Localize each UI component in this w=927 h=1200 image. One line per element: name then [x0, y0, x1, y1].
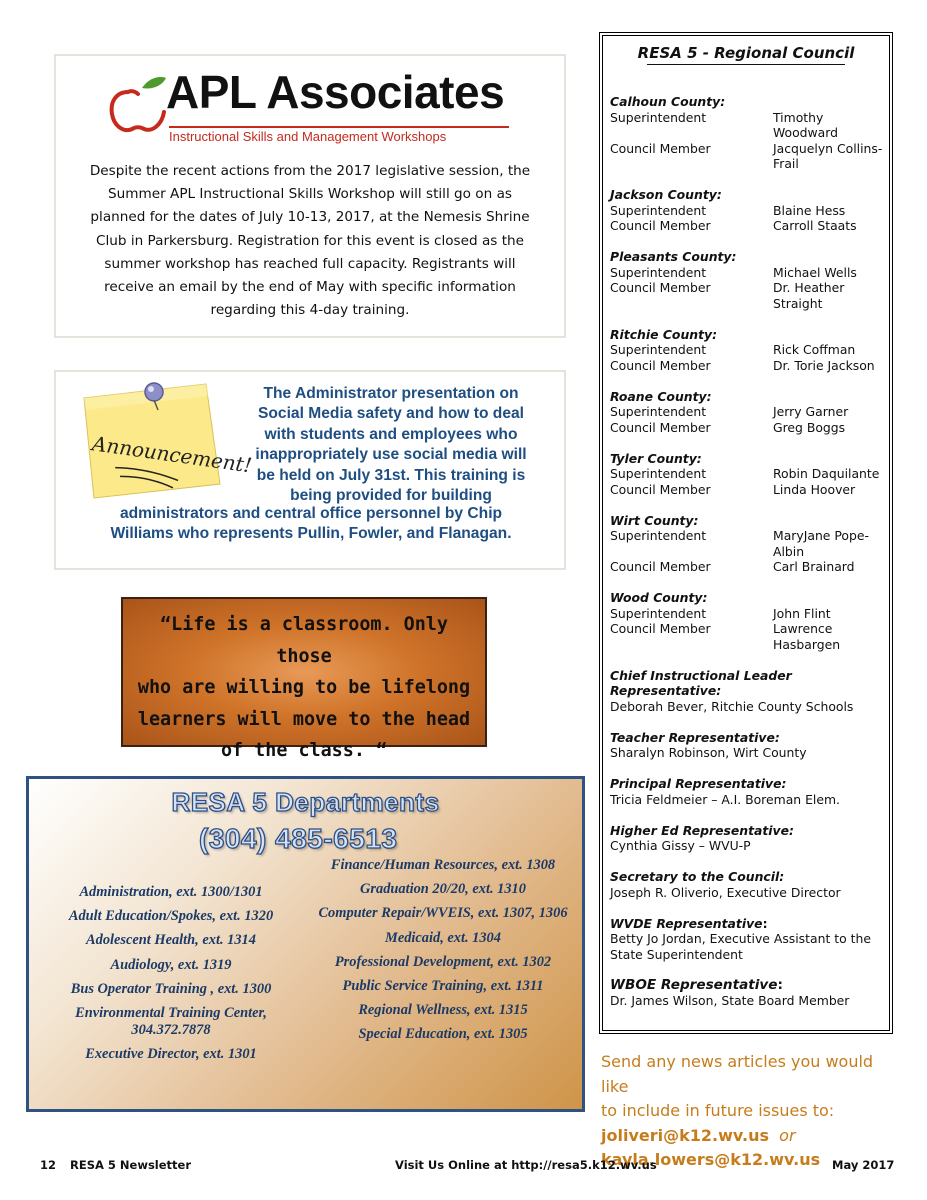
announcement-line: inappropriately use social media will — [255, 446, 527, 464]
representative-person: Dr. James Wilson, State Board Member — [610, 993, 850, 1008]
representative-block — [610, 823, 890, 854]
quote-line: who are willing to be lifelong — [137, 677, 471, 698]
council-title: RESA 5 - Regional Council — [637, 44, 855, 62]
representative-title: Principal Representative: — [610, 776, 787, 791]
quote-line: “Life is a classroom. Only those — [160, 614, 448, 667]
department-item: Finance/Human Resources, ext. 1308 — [330, 857, 556, 873]
council-person: Jacquelyn Collins-Frail — [773, 140, 883, 171]
council-person: Rick Coffman — [773, 342, 856, 357]
departments-phone: (304) 485-6513 — [199, 823, 398, 854]
departments-title: RESA 5 Departments — [171, 787, 440, 817]
council-person: Carroll Staats — [773, 218, 857, 233]
council-role: Superintendent — [610, 528, 707, 543]
announcement-line: be held on July 31st. This training is — [256, 466, 526, 484]
council-row — [610, 141, 890, 172]
apl-line: Despite the recent actions from the 2017 legislative session, the — [89, 163, 531, 179]
representative-block — [610, 978, 890, 1009]
announcement-line: The Administrator presentation on — [263, 385, 519, 402]
county-name: Wood County: — [610, 590, 708, 605]
email-link[interactable]: kayla.lowers@k12.wv.us — [601, 1150, 821, 1169]
representative-title: Secretary to the Council: — [610, 869, 785, 884]
council-person: Dr. Heather Straight — [773, 280, 845, 311]
council-row — [610, 218, 890, 234]
department-item: Regional Wellness, ext. 1315 — [358, 1002, 528, 1019]
announcement-line: Social Media safety and how to deal — [257, 405, 525, 423]
representative-title-text: WBOE Representative — [610, 976, 778, 993]
department-item: Public Service Training, ext. 1311 — [342, 977, 544, 994]
apl-line: Club in Parkersburg. Registration for this event is closed as the — [96, 232, 524, 249]
representative-person: Joseph R. Oliverio, Executive Director — [610, 884, 841, 900]
council-person: Jerry Garner — [773, 404, 849, 419]
newsletter-name: RESA 5 Newsletter — [70, 1158, 192, 1172]
county-block — [610, 513, 890, 575]
announcement-line: Williams who represents Pullin, Fowler, and Flanagan. — [110, 525, 512, 543]
council-row — [610, 482, 890, 498]
representative-person: Tricia Feldmeier – A.I. Boreman Elem. — [610, 791, 840, 807]
departments-box — [26, 776, 585, 1112]
page-footer — [0, 1158, 927, 1178]
council-person: MaryJane Pope-Albin — [773, 528, 869, 559]
news-or: or — [779, 1125, 796, 1145]
council-role: Council Member — [610, 481, 711, 497]
representative-title: Higher Ed Representative: — [610, 822, 794, 838]
council-row — [610, 265, 890, 281]
apl-line: receive an email by the end of May with specific information — [104, 279, 516, 296]
news-line: Send any news articles you would like — [601, 1052, 874, 1096]
department-item: Adult Education/Spokes, ext. 1320 — [68, 908, 274, 925]
council-person: Robin Daquilante — [773, 466, 880, 481]
council-row — [610, 621, 890, 652]
council-list — [610, 94, 890, 1024]
council-role: Council Member — [610, 621, 711, 636]
county-block — [610, 451, 890, 498]
council-role: Council Member — [610, 559, 711, 574]
representative-title-text: WVDE Representative — [610, 915, 763, 931]
representative-title: Teacher Representative: — [610, 729, 780, 745]
county-name: Ritchie County: — [610, 326, 718, 342]
quote-box — [121, 597, 487, 761]
representative-block — [610, 869, 890, 900]
apl-logo — [106, 62, 516, 148]
representative-block — [610, 776, 890, 807]
announcement-note-icon — [78, 380, 254, 502]
announcement-line: being provided for building — [290, 487, 492, 505]
council-row — [610, 280, 890, 311]
apl-logo-name: APL Associates — [166, 66, 505, 118]
apl-line: regarding this 4-day training. — [210, 302, 410, 319]
county-block — [610, 327, 890, 374]
representative-block — [610, 668, 890, 715]
county-name: Roane County: — [610, 388, 712, 404]
representative-person: Cynthia Gissy – WVU-P — [610, 838, 751, 853]
council-person: Blaine Hess — [773, 202, 846, 218]
council-row — [610, 606, 890, 622]
department-item: Audiology, ext. 1319 — [110, 956, 232, 973]
council-row — [610, 110, 890, 141]
announcement-text-bottom — [66, 504, 556, 545]
news-submission — [601, 1050, 901, 1173]
apl-logo-tagline: Instructional Skills and Management Workshops — [169, 126, 509, 144]
council-role: Council Member — [610, 140, 711, 156]
department-item: Professional Development, ext. 1302 — [334, 953, 552, 970]
council-row — [610, 358, 890, 374]
page-number: 12 — [40, 1158, 57, 1172]
council-person: Lawrence Hasbargen — [773, 621, 841, 652]
footer-date: May 2017 — [832, 1158, 895, 1172]
council-row — [610, 528, 890, 559]
county-block — [610, 389, 890, 436]
council-person: Michael Wells — [773, 264, 857, 280]
department-item: Environmental Training Center, 304.372.7878 — [75, 1004, 267, 1038]
representative-title: WVDE Representative: — [610, 915, 768, 931]
footer-left — [40, 1158, 191, 1172]
council-person: Dr. Torie Jackson — [773, 357, 875, 373]
departments-left-column — [35, 884, 307, 1070]
county-name: Pleasants County: — [610, 249, 737, 264]
council-row — [610, 559, 890, 575]
council-person: Timothy Woodward — [773, 109, 839, 140]
apl-workshop-box — [54, 54, 566, 338]
council-role: Superintendent — [610, 264, 707, 280]
representative-title: WBOE Representative: — [610, 976, 783, 993]
footer-website[interactable]: Visit Us Online at http://resa5.k12.wv.us — [395, 1158, 657, 1172]
representative-person: Sharalyn Robinson, Wirt County — [610, 745, 807, 760]
regional-council-box — [599, 32, 893, 1034]
representative-block — [610, 916, 890, 963]
announcement-note-label: Announcement! — [90, 431, 254, 478]
council-title-underline — [647, 64, 845, 65]
council-person: John Flint — [773, 605, 831, 621]
county-block — [610, 590, 890, 652]
apl-line: Summer APL Instructional Skills Workshop will still go on as — [108, 186, 512, 203]
council-role: Council Member — [610, 357, 711, 373]
representative-person: Betty Jo Jordan, Executive Assistant to the State Superintendent — [610, 931, 871, 962]
council-row — [610, 203, 890, 219]
department-item: Administration, ext. 1300/1301 — [79, 884, 263, 900]
apl-description — [68, 160, 552, 322]
news-email-row — [601, 1124, 901, 1149]
county-name: Calhoun County: — [610, 94, 726, 109]
apl-line: planned for the dates of July 10-13, 2017, at the Nemesis Shrine — [90, 209, 530, 226]
department-item: Special Education, ext. 1305 — [358, 1026, 528, 1043]
council-role: Superintendent — [610, 342, 707, 357]
council-role: Council Member — [610, 218, 711, 233]
council-row — [610, 466, 890, 482]
quote-text — [133, 609, 475, 767]
council-role: Superintendent — [610, 109, 707, 125]
county-block — [610, 249, 890, 311]
council-row — [610, 342, 890, 358]
county-name: Jackson County: — [610, 187, 722, 202]
council-role: Superintendent — [610, 605, 707, 621]
representative-title: Chief Instructional Leader Representative: — [610, 667, 792, 698]
council-person: Greg Boggs — [773, 419, 846, 435]
announcement-text-top — [226, 384, 556, 506]
county-name: Tyler County: — [610, 450, 702, 466]
council-role: Council Member — [610, 419, 711, 435]
quote-line: learners will move to the head — [137, 708, 471, 730]
county-name: Wirt County: — [610, 512, 699, 528]
announcement-line: with students and employees who — [264, 425, 518, 443]
quote-line: of the class. “ — [220, 740, 388, 761]
county-block — [610, 94, 890, 172]
news-line: to include in future issues to: — [601, 1101, 835, 1120]
council-person: Carl Brainard — [773, 559, 855, 574]
apple-icon — [106, 70, 170, 134]
announcement-line: administrators and central office personnel by Chip — [119, 505, 503, 522]
council-role: Council Member — [610, 280, 711, 295]
council-role: Superintendent — [610, 404, 707, 419]
council-role: Superintendent — [610, 466, 707, 481]
council-role: Superintendent — [610, 202, 707, 218]
council-row — [610, 404, 890, 420]
representative-person: Deborah Bever, Ritchie County Schools — [610, 698, 854, 714]
department-item: Bus Operator Training , ext. 1300 — [70, 980, 272, 997]
department-item: Computer Repair/WVEIS, ext. 1307, 1306 — [318, 905, 568, 922]
department-item: Medicaid, ext. 1304 — [385, 929, 501, 946]
email-link[interactable]: joliveri@k12.wv.us — [601, 1125, 769, 1145]
council-row — [610, 420, 890, 436]
council-person: Linda Hoover — [773, 481, 856, 497]
announcement-box — [54, 370, 566, 570]
representative-block — [610, 730, 890, 761]
departments-right-column — [311, 857, 575, 1051]
apl-line: summer workshop has reached full capacity. Registrants will — [104, 255, 516, 272]
department-item: Graduation 20/20, ext. 1310 — [360, 881, 526, 898]
department-item: Executive Director, ext. 1301 — [85, 1045, 257, 1062]
county-block — [610, 187, 890, 234]
department-item: Adolescent Health, ext. 1314 — [86, 932, 256, 949]
